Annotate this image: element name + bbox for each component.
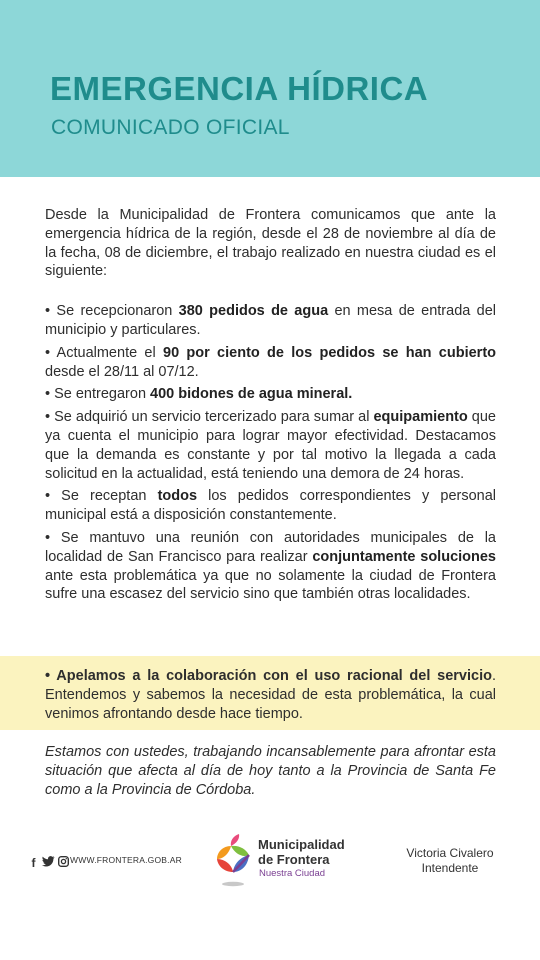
page-title: EMERGENCIA HÍDRICA: [50, 70, 429, 107]
bullet-text: • Se receptan: [45, 488, 158, 505]
bullet-text: los pedidos correspondientes y personal municipal está a disposición constantemente.: [45, 488, 496, 524]
bullet-text: • Actualmente el: [45, 344, 164, 361]
municipality-logo: [213, 832, 253, 888]
municipality-name-line: de Frontera: [258, 852, 330, 867]
highlight-emphasis: • Apelamos a la colaboración con el uso racional del servicio: [45, 668, 492, 684]
bullet-emphasis: 400 bidones de agua mineral.: [150, 386, 353, 403]
bullet-text: en mesa de entrada del municipio y particulares.: [45, 303, 496, 338]
facebook-icon[interactable]: f: [31, 855, 36, 870]
social-icons: [28, 854, 69, 872]
bullet-emphasis: equipamiento: [373, 409, 468, 426]
closing-paragraph: Estamos con ustedes, trabajando incansablemente para afrontar esta situación que afecta al día de hoy tanto a la Provincia de Santa Fe como a la Provincia de Córdoba.: [45, 744, 496, 798]
bullet-text: • Se recepcionaron: [45, 303, 179, 320]
intro-paragraph: Desde la Municipalidad de Frontera comunicamos que ante la emergencia hídrica de la región, desde el 28 de noviembre al día de la fecha, 08 de diciembre, el trabajo realizado en nuestra ciudad es el siguiente:: [45, 207, 496, 280]
bullet-item: [45, 408, 496, 483]
municipality-name-line: Municipalidad: [258, 837, 345, 852]
bullet-emphasis: conjuntamente soluciones: [312, 548, 496, 565]
signature-block: [395, 846, 505, 876]
highlight-paragraph: [45, 667, 496, 724]
bullet-text: • Se adquirió un servicio tercerizado para sumar al: [45, 409, 374, 426]
bullet-item: [45, 529, 496, 604]
bullet-text: desde el 28/11 al 07/12.: [45, 363, 199, 380]
statement-body: [45, 206, 496, 608]
bullet-item: [45, 302, 496, 340]
header-banner: [0, 0, 540, 177]
website-link[interactable]: WWW.FRONTERA.GOB.AR: [70, 855, 182, 865]
instagram-icon[interactable]: [58, 854, 69, 872]
twitter-icon[interactable]: [42, 854, 55, 872]
municipality-name: [258, 837, 345, 867]
highlight-text: . Entendemos y sabemos la necesidad de esta problemática, la cual venimos afrontando desde hace tiempo.: [45, 668, 496, 722]
signer-role: Intendente: [421, 861, 479, 875]
footer: [0, 820, 540, 900]
bullet-text: ante esta problemática ya que no solamente la ciudad de Frontera sufre una escasez del servicio sino que también otras localidades.: [45, 567, 496, 603]
bullet-item: [45, 487, 496, 525]
municipality-tagline: Nuestra Ciudad: [259, 868, 326, 879]
bullet-emphasis: todos: [157, 488, 198, 505]
bullet-text: • Se mantuvo una reunión con autoridades municipales de la localidad de San Francisco para realizar: [45, 529, 496, 565]
page-subtitle: COMUNICADO OFICIAL: [51, 116, 290, 139]
bullet-emphasis: 90 por ciento de los pedidos se han cubierto: [163, 344, 497, 361]
bullet-text: • Se entregaron: [45, 386, 151, 403]
bullet-text: que ya cuenta el municipio para lograr mayor efectividad. Destacamos que la demanda es constante y por tal motivo la llegada a cada solicitud en la actualidad, está teniendo una demora de 24 horas.: [45, 409, 496, 482]
bullet-item: [45, 344, 496, 382]
bullet-emphasis: 380 pedidos de agua: [178, 303, 329, 320]
signer-name: Victoria Civalero: [406, 846, 494, 860]
bullet-item: [45, 385, 496, 404]
